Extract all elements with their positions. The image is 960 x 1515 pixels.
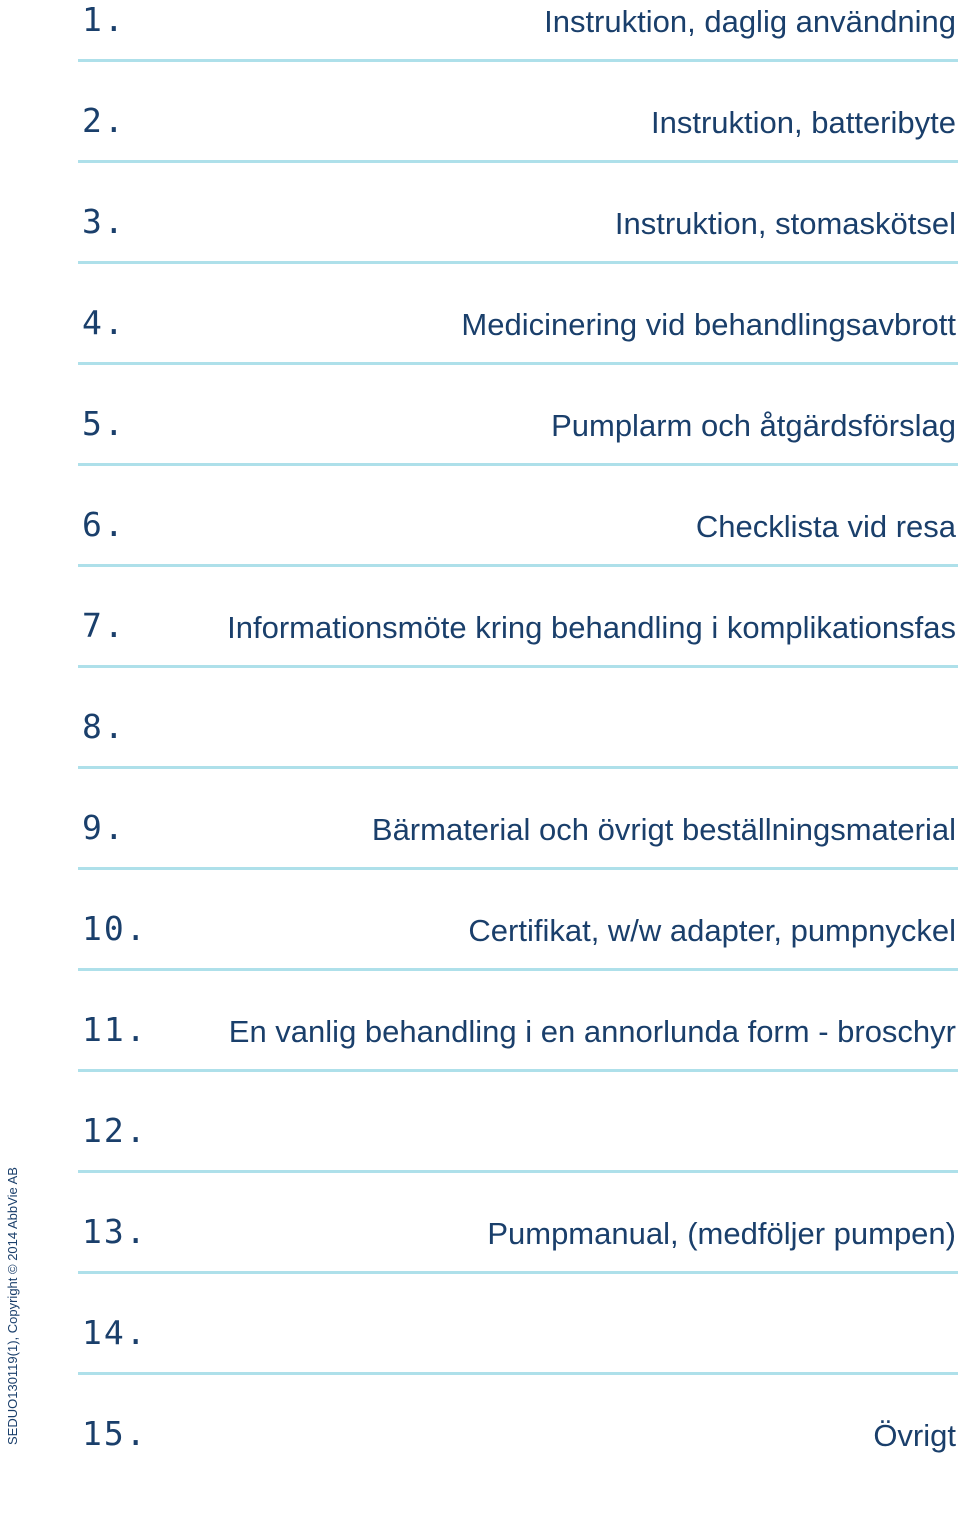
- item-label: Övrigt: [873, 1418, 956, 1453]
- divider: [78, 968, 958, 971]
- list-item: [78, 808, 958, 909]
- item-number: 10.: [82, 909, 148, 948]
- list-item: [78, 909, 958, 1010]
- item-number: 7.: [82, 606, 126, 645]
- item-number: 6.: [82, 505, 126, 544]
- item-number: 2.: [82, 101, 126, 140]
- item-label: Bärmaterial och övrigt beställningsmaterial: [371, 812, 956, 847]
- item-number: 3.: [82, 202, 126, 241]
- list-item: [78, 707, 958, 808]
- item-label: Certifikat, w/w adapter, pumpnyckel: [468, 913, 956, 948]
- copyright-text: SEDUO130119(1), Copyright © 2014 AbbVie AB: [5, 1167, 20, 1445]
- item-label: Medicinering vid behandlingsavbrott: [461, 307, 956, 342]
- list-item: [78, 101, 958, 202]
- divider: [78, 1170, 958, 1173]
- item-number: 14.: [82, 1313, 148, 1352]
- copyright-notice: [2, 1115, 26, 1445]
- list-item: [78, 303, 958, 404]
- tab-index-list: [78, 0, 958, 1515]
- list-item: [78, 1212, 958, 1313]
- list-item: [78, 1313, 958, 1414]
- list-item: [78, 606, 958, 707]
- item-label: Instruktion, batteribyte: [651, 105, 956, 140]
- item-number: 5.: [82, 404, 126, 443]
- divider: [78, 362, 958, 365]
- list-item: [78, 1010, 958, 1111]
- item-label: Checklista vid resa: [695, 509, 956, 544]
- item-number: 1.: [82, 0, 126, 39]
- list-item: [78, 1111, 958, 1212]
- item-label: Instruktion, daglig användning: [544, 4, 956, 39]
- divider: [78, 867, 958, 870]
- item-number: 15.: [82, 1414, 148, 1453]
- item-number: 11.: [82, 1010, 148, 1049]
- list-item: [78, 404, 958, 505]
- divider: [78, 1069, 958, 1072]
- item-label: En vanlig behandling i en annorlunda form - broschyr: [228, 1014, 956, 1049]
- divider: [78, 564, 958, 567]
- item-label: Informationsmöte kring behandling i komplikationsfas: [227, 610, 956, 645]
- list-item: [78, 0, 958, 101]
- divider: [78, 766, 958, 769]
- item-label: Pumpmanual, (medföljer pumpen): [487, 1216, 956, 1251]
- divider: [78, 463, 958, 466]
- list-item: [78, 202, 958, 303]
- item-number: 9.: [82, 808, 126, 847]
- item-number: 4.: [82, 303, 126, 342]
- divider: [78, 261, 958, 264]
- divider: [78, 665, 958, 668]
- item-number: 13.: [82, 1212, 148, 1251]
- item-number: 8.: [82, 707, 126, 746]
- item-label: Pumplarm och åtgärdsförslag: [551, 408, 956, 443]
- item-label: Instruktion, stomaskötsel: [614, 206, 956, 241]
- item-number: 12.: [82, 1111, 148, 1150]
- divider: [78, 1372, 958, 1375]
- divider: [78, 1271, 958, 1274]
- divider: [78, 59, 958, 62]
- list-item: [78, 505, 958, 606]
- list-item: [78, 1414, 958, 1515]
- divider: [78, 160, 958, 163]
